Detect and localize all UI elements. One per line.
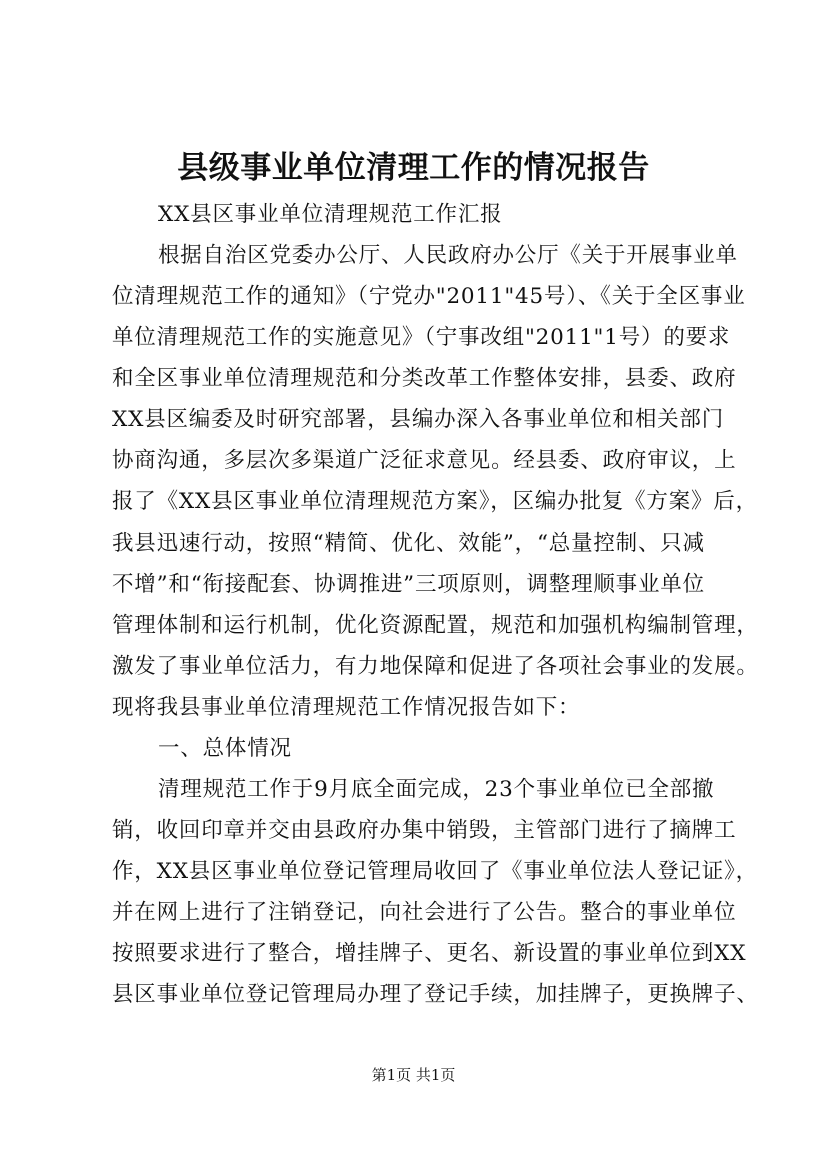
section-heading: 一、总体情况 (158, 736, 292, 761)
subtitle-line: XX县区事业单位清理规范工作汇报 (158, 202, 503, 227)
body-line: 销，收回印章并交由县政府办集中销毁，主管部门进行了摘牌工 (112, 818, 737, 843)
body-line: 清理规范工作于9月底全面完成，23个事业单位已全部撤 (158, 777, 715, 802)
body-line: 我县迅速行动，按照“精简、优化、效能”，“总量控制、只减 (112, 531, 705, 556)
body-line: 和全区事业单位清理规范和分类改革工作整体安排，县委、政府 (112, 366, 737, 391)
body-line: 根据自治区党委办公厅、人民政府办公厅《关于开展事业单 (158, 243, 738, 268)
body-line: 管理体制和运行机制，优化资源配置，规范和加强机构编制管理， (112, 613, 759, 638)
body-line: 协商沟通，多层次多渠道广泛征求意见。经县委、政府审议，上 (112, 448, 737, 473)
body-line: 县区事业单位登记管理局办理了登记手续，加挂牌子，更换牌子、 (112, 982, 759, 1007)
body-line: 报了《XX县区事业单位清理规范方案》，区编办批复《方案》后， (112, 489, 758, 514)
body-line: 按照要求进行了整合，增挂牌子、更名、新设置的事业单位到XX (112, 941, 747, 966)
body-line: 不增”和“衔接配套、协调推进”三项原则，调整理顺事业单位 (112, 572, 705, 597)
body-line: 并在网上进行了注销登记，向社会进行了公告。整合的事业单位 (112, 900, 737, 925)
body-line: 作，XX县区事业单位登记管理局收回了《事业单位法人登记证》， (112, 859, 758, 884)
document-title: 县级事业单位清理工作的情况报告 (177, 150, 650, 186)
body-line: XX县区编委及时研究部署，县编办深入各事业单位和相关部门 (112, 407, 725, 432)
body-line: 现将我县事业单位清理规范工作情况报告如下： (112, 695, 581, 720)
body-line: 位清理规范工作的通知》（宁党办"2011"45号）、《关于全区事业 (112, 284, 746, 309)
page-footer: 第1页 共1页 (371, 1066, 456, 1084)
body-line: 激发了事业单位活力，有力地保障和促进了各项社会事业的发展。 (112, 654, 759, 679)
body-line: 单位清理规范工作的实施意见》（宁事改组"2011"1号）的要求 (112, 325, 731, 350)
